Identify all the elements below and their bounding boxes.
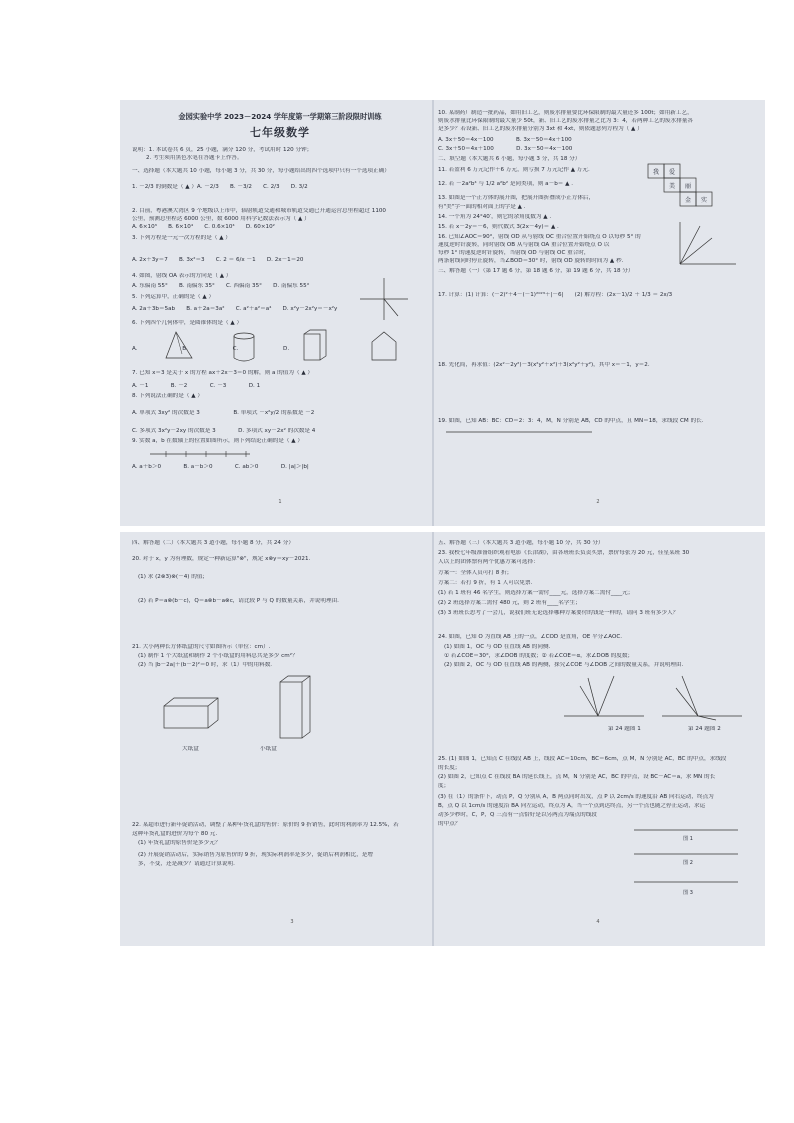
solid-figures bbox=[152, 328, 422, 368]
text-line: (1) 年货礼盒的原售价是多少元？ bbox=[138, 840, 221, 846]
big-box-label: 大纸盒 bbox=[182, 746, 199, 752]
question-15: 15. 若 x－2y＝－6，则代数式 3(2x－4y)＝ ▲ . bbox=[438, 224, 559, 230]
cube-char: 爱 bbox=[668, 169, 676, 176]
question-22: 22. 某超市进行新年促销活动，调整了某种年货礼盒的售价：原价的 9 折销售，此时的利润率为 12.5%，若 bbox=[132, 822, 399, 828]
text-line: 方案一：全体人员可打 8 折； bbox=[438, 570, 513, 576]
angle-figure bbox=[670, 218, 740, 268]
options: C. 3x＋50＝4x＋100 D. 3x－50＝4x－100 bbox=[438, 146, 573, 152]
text-line: 是多少？若设新、旧工艺的废水排量分别为 3xt 和 4xt，则依题意列方程为（ ▲ ） bbox=[438, 126, 643, 132]
question-8: 8. 下列说法正确的是（ ▲ ） bbox=[132, 393, 203, 399]
question-23: 23. 我校七年级准备组织观看电影《长津湖》，由各班班长负责买票，票价每张为 20 元，佳星某班 30 bbox=[438, 550, 690, 556]
question-6: 6. 下列四个几何体中，是圆锥体的是（ ▲ ） bbox=[132, 320, 243, 326]
text-line: (1) 若 1 班有 46 名学生，则选择方案一需付____元，选择方案二需付____元； bbox=[438, 590, 634, 596]
question-9: 9. 实数 a，b 在数轴上的位置如图所示，则下列结论正确的是（ ▲ ） bbox=[132, 438, 303, 444]
text-line: 有"美"字一面的相对面上的字是 ▲ . bbox=[438, 204, 526, 210]
text-line: 的中点？ bbox=[438, 821, 461, 827]
text-line: (2) 开展促销活动后，实际销售为原售价的 9 折，现实际利润率是多少，促销后利润相比，是增 bbox=[138, 852, 373, 858]
page-1 bbox=[132, 100, 428, 526]
number-line-figure bbox=[146, 448, 256, 464]
options: A. －1 B. －2 C. －3 D. 1 bbox=[132, 383, 261, 389]
text-line: 这种年货礼盒的进价为每个 80 元. bbox=[132, 831, 218, 837]
text-line: 说明：1. 本试卷共 6 页，25 小题，满分 120 分，考试用时 120 分钟； bbox=[132, 147, 313, 153]
text-line: (1) 求 (2⊗3)⊗(－4) 的值； bbox=[138, 574, 209, 580]
text-line: B，点 Q 以 1cm/s 的速度沿 BA 向左运动，终点为 A，当一个点到达终点，另一个点也随之停止运动，求运 bbox=[438, 803, 706, 809]
fig-caption: 第 24 题图 1 bbox=[608, 726, 641, 732]
question-11: 11. 若盈利 6 万元记作＋6 万元，则亏损 7 万元记作 ▲ 万元. bbox=[438, 167, 590, 173]
cube-char: 金 bbox=[684, 197, 692, 204]
text-line: (2) 如图 2，OC 与 OD 在直线 AB 的两侧，探究∠COE 与∠DOB 之间的数量关系，并说明理由. bbox=[444, 662, 684, 668]
text-line: (3) 在（1）的条件下，动点 P，Q 分别从 A，B 两点同时出发，点 P 以 2cm/s 的速度沿 AB 向右运动，终点为 bbox=[438, 794, 714, 800]
question-12: 12. 若 －2a²b⁴ 与 1/2 a²b² 是同类项，则 a－b＝ ▲ . bbox=[438, 181, 573, 187]
question-25: 25. (1) 如图 1，已知点 C 在线段 AB 上，线段 AC＝10cm，BC＝6cm，点 M，N 分别是 AC，BC 的中点，求线段 bbox=[438, 756, 727, 762]
options: A. 单项式 3xy² 的次数是 3 B. 单项式 －x²y/2 的系数是 －2 bbox=[132, 410, 315, 416]
text-line: 方案二：若打 9 折，有 1 人可以免票. bbox=[438, 580, 533, 586]
question-17: 17. 计算：(1) 计算：(－2)²＋4－(－1)²⁰²³＋|－6| (2) 解方程：(2x－1)/2 ＋ 1/3 ＝ 2x/3 bbox=[438, 292, 673, 298]
cube-char: 丽 bbox=[684, 183, 692, 190]
question-5: 5. 下列运算中，正确的是（ ▲ ） bbox=[132, 294, 215, 300]
page-number: 2 bbox=[596, 499, 600, 506]
text-line: (3) 3 班班长思考了一会儿，说我们班无论选择哪种方案要付的钱是一样的，请问 3 班有多少人？ bbox=[438, 610, 679, 616]
question-18: 18. 先化简，再求值：(2x²－2y²)－3(x²y²＋x²)＋3(x²y²＋y²)，其中 x＝－1，y＝2. bbox=[438, 362, 650, 368]
section-heading: 五、解答题（三）（本大题共 3 道小题，每小题 10 分，共 30 分） bbox=[438, 540, 604, 546]
question-10: 10. 某制药厂制造一批药品，如用旧工艺，则废水排量要比环保限制的最大量还多 100t；如用新工艺， bbox=[438, 110, 693, 116]
question-4: 4. 如图，射线 OA 表示的方向是（ ▲ ） bbox=[132, 273, 232, 279]
options: A. a＋b＞0 B. a－b＞0 C. ab＞0 D. |a|＞|b| bbox=[132, 464, 309, 470]
page-fold bbox=[432, 100, 434, 526]
text-line: (2) 2 班选择方案二需付 480 元，则 2 班有____名学生； bbox=[438, 600, 581, 606]
fig-caption: 图 1 bbox=[683, 836, 693, 842]
text-line: (2) 若 P＝a⊗(b－c)，Q＝a⊗b－a⊗c，请比较 P 与 Q 的数量关系，并说明理由. bbox=[138, 598, 339, 604]
fig-caption: 图 3 bbox=[683, 890, 693, 896]
options: A. 3x＋50＝4x－100 B. 3x－50＝4x＋100 bbox=[438, 137, 572, 143]
section-heading: 四、解答题（二）（本大题共 3 道小题，每小题 8 分，共 24 分） bbox=[132, 540, 294, 546]
page-2 bbox=[438, 100, 756, 526]
exam-photo-top bbox=[120, 100, 765, 526]
question-24: 24. 如图，已知 O 为直线 AB 上的一点，∠COD 是直角，OE 平分∠AOC. bbox=[438, 634, 623, 640]
text-line: 多，不变，还是减少？请通过计算说明. bbox=[138, 861, 235, 867]
text-line: (1) 制作 1 个大纸盒和制作 2 个小纸盒的用料总共是多少 cm²？ bbox=[138, 653, 298, 659]
question-13: 13. 如图是一个正方体的展开图，把展开图折叠成小正方体后， bbox=[438, 195, 595, 201]
page-4 bbox=[438, 532, 756, 946]
angle-figures-q24 bbox=[558, 672, 748, 724]
text-line: 两条射线同时停止旋转，当∠BOD＝30° 时，射线 OD 旋转的时间为 ▲ 秒. bbox=[438, 258, 624, 264]
fig-caption: 图 2 bbox=[683, 860, 693, 866]
text-line: 度； bbox=[438, 783, 450, 789]
question-14: 14. 一个角为 24°40′，则它的余角度数为 ▲ . bbox=[438, 214, 552, 220]
text-line: 动多少秒时，C，P，Q 三点有一点恰好是以另两点为端点的线段 bbox=[438, 812, 597, 818]
text-line: ① 若∠COE＝30°，求∠DOB 的度数；② 若∠COE＝α，求∠DOB 的度数； bbox=[444, 653, 634, 659]
options: A. 2a＋3b＝5ab B. a＋2a＝3a² C. a²＋a²＝a⁴ D. x²y－2x²y＝－x²y bbox=[132, 306, 338, 312]
cube-char: 我 bbox=[652, 169, 660, 176]
page-number: 3 bbox=[290, 919, 294, 926]
section-heading: 二、填空题（本大题共 6 小题，每小题 3 分，共 18 分） bbox=[438, 156, 581, 162]
page-number: 4 bbox=[596, 919, 600, 926]
question-2: 2. 目前，粤港澳大湾区 9 个地级以上市中，辐射轨道交通和城市轨道交通已开通运营总里程超过 1100 bbox=[132, 208, 386, 214]
exam-photo-bottom bbox=[120, 532, 765, 946]
segment-figure bbox=[442, 428, 602, 442]
page-fold bbox=[432, 532, 434, 946]
options: A. B. C. D. bbox=[132, 346, 290, 352]
question-1: 1. －2/3 的倒数是（ ▲ ）A. －2/3 B. －3/2 C. 2/3 D. 3/2 bbox=[132, 184, 308, 190]
text-line: 每秒 1° 的速度逆时针旋转，当射线 OD 与射线 OC 重合时， bbox=[438, 250, 590, 256]
text-line: (2) 当 |b－2a|＋(b－2)²＝0 时，求（1）中的用料数. bbox=[138, 662, 273, 668]
question-16: 16. 已知∠AOC＝90°，射线 OD 从与射线 OC 重合位置开始绕点 O 以每秒 5° 的 bbox=[438, 234, 641, 240]
text-line: (1) 如图 1，OC 与 OD 在直线 AB 的同侧. bbox=[444, 644, 551, 650]
text-line: 则废水排量比环保限制的最大量少 50t，新、旧工艺的废水排量之比为 3：4，若两种工艺的废水排量各 bbox=[438, 118, 693, 124]
cube-net-figure bbox=[646, 162, 716, 210]
exam-title: 七年级数学 bbox=[250, 126, 310, 139]
cube-char: 实 bbox=[700, 197, 708, 204]
question-19: 19. 如图，已知 AB：BC：CD＝2：3：4，M，N 分别是 AB，CD 的中点，且 MN＝18，求线段 CM 的长. bbox=[438, 418, 704, 424]
options: A. 6×10³ B. 6×10⁴ C. 0.6×10⁴ D. 60×10² bbox=[132, 224, 275, 230]
text-line: 速度逆时针旋转，同时射线 OB 从与射线 OA 重合位置开始绕点 O 以 bbox=[438, 242, 610, 248]
options: C. 多项式 3x²y－2xy 的次数是 3 D. 多项式 xy－2x² 的次数是 4 bbox=[132, 428, 316, 434]
text-line: 人以上的团体票有两个优惠方案可选择： bbox=[438, 559, 539, 565]
page-number: 1 bbox=[278, 499, 282, 506]
section-heading: 一、选择题（本大题共 10 小题，每小题 3 分，共 30 分，每小题给出的四个选项中只有一个选项正确） bbox=[132, 168, 390, 174]
text-line: (2) 如图 2，已知点 C 在线段 BA 的延长线上，点 M，N 分别是 AC，BC 的中点，设 BC－AC＝a，求 MN 的长 bbox=[438, 774, 716, 780]
question-3: 3. 下列方程是一元一次方程的是（ ▲ ） bbox=[132, 235, 231, 241]
box-figures bbox=[160, 672, 320, 746]
question-20: 20. 对于 x，y 为有理数，规定一种新运算"⊗"，规定 x⊗y＝xy－2021. bbox=[132, 556, 311, 562]
options: A. 东偏南 55° B. 南偏东 35° C. 西偏南 35° D. 南偏东 55° bbox=[132, 283, 310, 289]
text-line: 公里，预测总里程达 6000 公里，数 6000 用科学记数法表示为（ ▲ ） bbox=[132, 216, 310, 222]
segment-figures-q25 bbox=[628, 824, 748, 904]
page-3 bbox=[132, 532, 428, 946]
section-heading: 三、解答题（一）（第 17 题 6 分，第 18 题 6 分，第 19 题 6 分，共 18 分） bbox=[438, 268, 634, 274]
options: A. 2x＋3y＝7 B. 3x²＝3 C. 2 ＝ 6/x －1 D. 2x－1＝20 bbox=[132, 257, 304, 263]
compass-figure bbox=[354, 272, 414, 327]
fig-caption: 第 24 题图 2 bbox=[688, 726, 721, 732]
small-box-label: 小纸盒 bbox=[260, 746, 277, 752]
school-header: 金园实验中学 2023－2024 学年度第一学期第三阶段限时训练 bbox=[178, 112, 382, 121]
question-21: 21. 大小两种长方体纸盒的尺寸如图所示（单位：cm）. bbox=[132, 644, 271, 650]
text-line: 的长度； bbox=[438, 765, 461, 771]
cube-char: 美 bbox=[668, 183, 676, 190]
question-7: 7. 已知 x＝3 是关于 x 的方程 ax＋2x－3＝0 的解，则 a 的值为（ ▲ ） bbox=[132, 370, 313, 376]
text-line: 2. 考生须用黑色水笔在答题卡上作答。 bbox=[146, 155, 243, 161]
